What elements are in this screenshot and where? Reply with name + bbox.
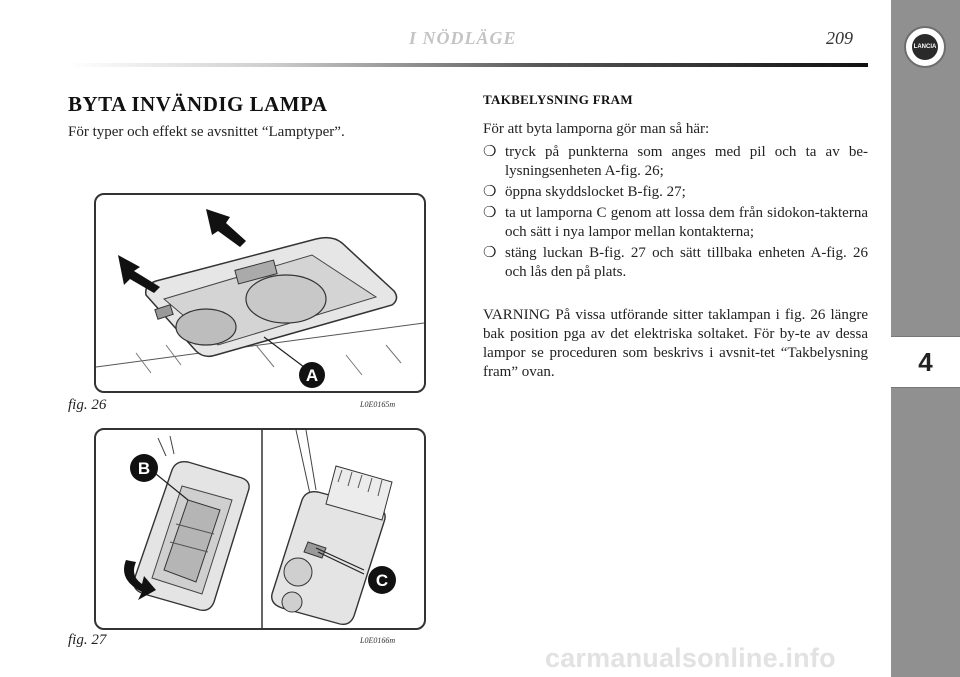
bullet-icon: ❍ bbox=[483, 245, 497, 261]
chapter-number[interactable]: 4 bbox=[891, 336, 960, 388]
label-c: C bbox=[375, 571, 389, 590]
list-item: ❍ tryck på punkterna som anges med pil och ta av be-lysningsenheten A-fig. 26; bbox=[483, 144, 868, 179]
right-column bbox=[483, 92, 868, 382]
watermark: carmanualsonline.info bbox=[545, 643, 836, 673]
arrow-icon bbox=[118, 255, 160, 293]
figure-27-lamp-replacement bbox=[94, 428, 426, 630]
header-title: I NÖDLÄGE bbox=[409, 28, 517, 48]
list-item: ❍ stäng luckan B-fig. 27 och sätt tillbaka enheten A-fig. 26 och lås den på plats. bbox=[483, 245, 868, 280]
figure-27-code: L0E0166m bbox=[360, 636, 396, 645]
bullet-icon: ❍ bbox=[483, 184, 497, 200]
lamp-replacement-illustration bbox=[96, 430, 424, 628]
lancia-logo bbox=[904, 26, 946, 68]
label-a: A bbox=[305, 366, 319, 385]
list-item: ❍ ta ut lamporna C genom att lossa dem från sidokon-takterna och sätt i nya lampor mellan kontakterna; bbox=[483, 205, 868, 240]
page-number: 209 bbox=[826, 28, 853, 48]
lancia-logo-emblem: LANCIA bbox=[912, 34, 938, 60]
figure-27-caption: fig. 27 bbox=[68, 632, 107, 648]
bullet-icon: ❍ bbox=[483, 205, 497, 221]
list-item: ❍ öppna skyddslocket B-fig. 27; bbox=[483, 184, 686, 200]
steps-intro: För att byta lamporna gör man så här: bbox=[483, 121, 710, 137]
chapter-side-tab bbox=[891, 0, 960, 677]
step-list bbox=[483, 143, 868, 282]
header-rule bbox=[68, 63, 868, 67]
arrow-icon bbox=[206, 209, 246, 247]
section-heading: BYTA INVÄNDIG LAMPA bbox=[68, 92, 328, 116]
label-b: B bbox=[137, 459, 151, 478]
ceiling-lamp-illustration bbox=[96, 195, 424, 391]
bullet-icon: ❍ bbox=[483, 144, 497, 160]
figure-26-code: L0E0165m bbox=[360, 400, 396, 409]
figure-26-caption: fig. 26 bbox=[68, 397, 107, 413]
intro-text: För typer och effekt se avsnittet “Lamptyper”. bbox=[68, 124, 345, 140]
warning-text: VARNING På vissa utförande sitter taklampan i fig. 26 längre bak position pga av det elektriska soltaket. För by-te av dessa lampor se proceduren som beskrivs i avsnit-tet “Takbelysning fram” ovan. bbox=[483, 307, 868, 380]
subheading: TAKBELYSNING FRAM bbox=[483, 92, 633, 107]
figure-26-ceiling-lamp bbox=[94, 193, 426, 393]
